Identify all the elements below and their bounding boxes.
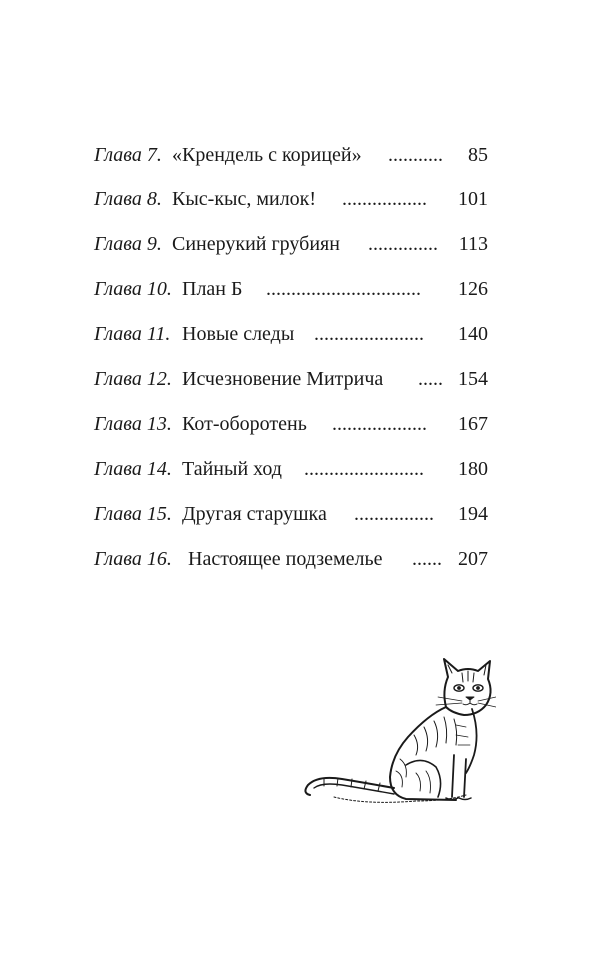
toc-entry-chapter-15[interactable] xyxy=(0,499,600,529)
page-number: 101 xyxy=(458,188,488,210)
chapter-label: Глава 15. xyxy=(94,503,172,525)
leader-dots: ...................... xyxy=(314,323,424,345)
toc-entry-chapter-14[interactable] xyxy=(0,454,600,484)
toc-entry-chapter-12[interactable] xyxy=(0,364,600,394)
chapter-label: Глава 9. xyxy=(94,233,162,255)
toc-entry-chapter-16[interactable] xyxy=(0,544,600,574)
leader-dots: ..... xyxy=(418,368,443,390)
toc-entry-chapter-9[interactable] xyxy=(0,229,600,259)
chapter-label: Глава 10. xyxy=(94,278,172,300)
chapter-label: Глава 12. xyxy=(94,368,172,390)
leader-dots: ........................ xyxy=(304,458,424,480)
chapter-label: Глава 8. xyxy=(94,188,162,210)
leader-dots: ........... xyxy=(388,144,443,166)
chapter-title: «Крендель с корицей» xyxy=(172,144,362,166)
leader-dots: ............................... xyxy=(266,278,421,300)
chapter-title: Исчезновение Митрича xyxy=(182,368,384,390)
toc-entry-chapter-8[interactable] xyxy=(0,184,600,214)
leader-dots: ................ xyxy=(354,503,434,525)
chapter-title: Другая старушка xyxy=(182,503,327,525)
toc-entry-chapter-11[interactable] xyxy=(0,319,600,349)
page-number: 85 xyxy=(468,144,488,166)
page-number: 113 xyxy=(458,233,488,255)
chapter-title: План Б xyxy=(182,278,243,300)
chapter-title: Кыс-кыс, милок! xyxy=(172,188,317,210)
leader-dots: ................. xyxy=(342,188,427,210)
toc-entry-chapter-10[interactable] xyxy=(0,274,600,304)
page-number: 167 xyxy=(458,413,488,435)
leader-dots: ................... xyxy=(332,413,427,435)
chapter-label: Глава 13. xyxy=(94,413,172,435)
page-number: 180 xyxy=(458,458,488,480)
page-number: 194 xyxy=(458,503,488,525)
page-number: 126 xyxy=(458,278,488,300)
chapter-title: Новые следы xyxy=(182,323,295,345)
chapter-label: Глава 7. xyxy=(94,144,162,166)
chapter-title: Синерукий грубиян xyxy=(172,233,340,255)
chapter-label: Глава 16. xyxy=(94,548,172,570)
page-number: 140 xyxy=(458,323,488,345)
page-number: 207 xyxy=(458,548,488,570)
chapter-title: Тайный ход xyxy=(182,458,282,480)
leader-dots: ...... xyxy=(412,548,442,570)
toc-entry-chapter-13[interactable] xyxy=(0,409,600,439)
chapter-title: Кот-оборотень xyxy=(182,413,307,435)
page-number: 154 xyxy=(458,368,488,390)
sitting-cat-icon xyxy=(296,655,496,815)
leader-dots: .............. xyxy=(368,233,438,255)
toc-entry-chapter-7[interactable] xyxy=(0,140,600,170)
chapter-label: Глава 11. xyxy=(94,323,171,345)
chapter-title: Настоящее подземелье xyxy=(188,548,383,570)
chapter-label: Глава 14. xyxy=(94,458,172,480)
